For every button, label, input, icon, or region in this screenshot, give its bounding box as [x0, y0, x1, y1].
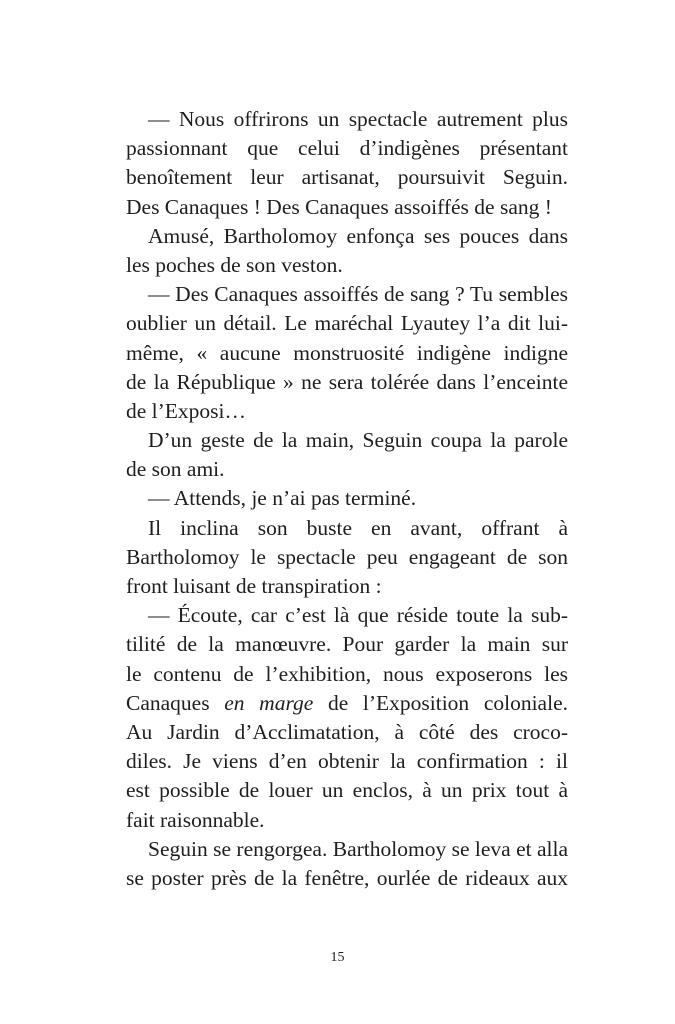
text-line: même, « aucune monstruosité indigène indigne: [126, 340, 568, 365]
text-line: est possible de louer un enclos, à un prix tout à: [126, 778, 568, 803]
text-line: front luisant de transpiration :: [126, 574, 382, 598]
text-line-with-italic: [126, 689, 568, 718]
text-line: le contenu de l’exhibition, nous exposerons les: [126, 661, 568, 686]
text-line: — Attends, je n’ai pas terminé.: [148, 486, 417, 511]
text-line: de la République » ne sera tolérée dans l’enceinte: [126, 369, 568, 394]
text-line: — Nous offrirons un spectacle autrement plus: [148, 107, 568, 131]
text-line: Amusé, Bartholomoy enfonça ses pouces dans: [148, 223, 568, 248]
text-line: passionnant que celui d’indigènes présentant: [126, 136, 568, 161]
text-segment: de l’Exposition coloniale.: [313, 690, 568, 715]
text-line: Des Canaques ! Des Canaques assoiffés de sang !: [126, 194, 552, 219]
body-text: [126, 105, 568, 893]
text-segment: Canaques: [126, 690, 225, 715]
text-line: benoîtement leur artisanat, poursuivit Seguin.: [126, 165, 568, 190]
text-line: — Des Canaques assoiffés de sang ? Tu sembles: [148, 282, 568, 307]
text-line: D’un geste de la main, Seguin coupa la parole: [148, 428, 568, 453]
text-line: Il inclina son buste en avant, offrant à: [148, 515, 568, 540]
text-line: les poches de son veston.: [126, 252, 343, 277]
page-number: 15: [330, 950, 345, 965]
text-line: fait raisonnable.: [126, 807, 265, 832]
text-line: Bartholomoy le spectacle peu engageant de son: [126, 544, 568, 569]
text-line: diles. Je viens d’en obtenir la confirmation : il: [126, 749, 568, 774]
text-line: de l’Exposi…: [126, 398, 247, 423]
text-line: Au Jardin d’Acclimatation, à côté des croco-: [126, 719, 568, 744]
text-line: oublier un détail. Le maréchal Lyautey l’a dit lui-: [126, 311, 568, 336]
text-line: tilité de la manœuvre. Pour garder la main sur: [126, 632, 568, 657]
text-line: se poster près de la fenêtre, ourlée de rideaux aux: [126, 865, 568, 890]
text-line: de son ami.: [126, 457, 225, 482]
text-line: — Écoute, car c’est là que réside toute la sub-: [148, 603, 568, 628]
text-line: Seguin se rengorgea. Bartholomoy se leva et alla: [148, 836, 568, 861]
italic-phrase: en marge: [224, 690, 314, 715]
